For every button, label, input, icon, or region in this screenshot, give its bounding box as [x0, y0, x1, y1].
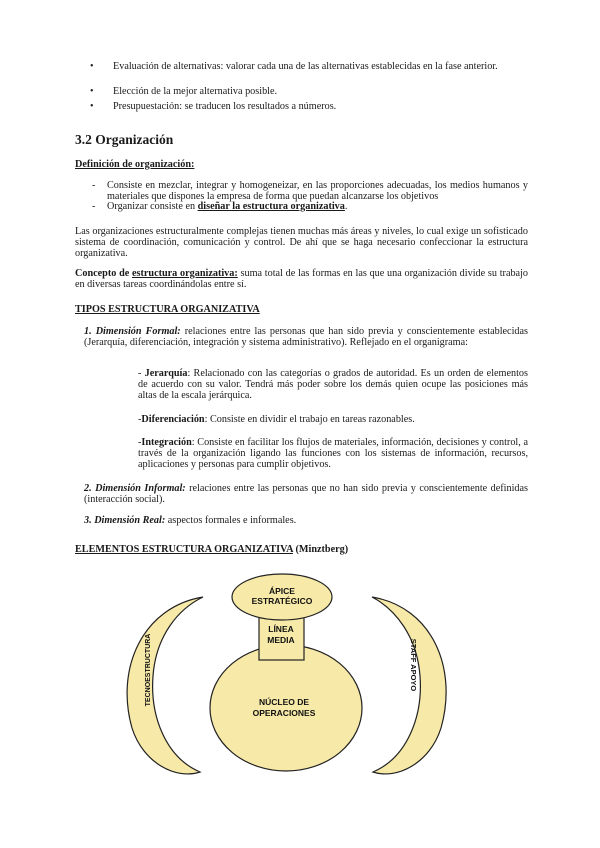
bullet-dot: •	[90, 86, 94, 97]
section-title: 3.2 Organización	[75, 132, 174, 147]
tecnoestructura-label: TECNOESTRUCTURA	[145, 633, 152, 707]
jerarquia-item: - Jerarquía: Relacionado con las categorías o grados de autoridad. Es un orden de elementos de acuerdo con su valor. Tendrá más poder sobre los demás quien ocupe las posiciones más altas de la escala jerárquica.	[138, 368, 528, 401]
mintzberg-diagram	[120, 565, 450, 790]
bullet-dot: •	[90, 61, 94, 72]
linea-label-1: LÍNEA	[268, 624, 294, 634]
apice-label-2: ESTRATÉGICO	[251, 596, 313, 606]
dimension-real: 3. Dimensión Real: aspectos formales e informales.	[84, 515, 297, 526]
dash-marker: -	[92, 201, 96, 212]
bullet-item: Evaluación de alternativas: valorar cada una de las alternativas establecidas en la fase anterior.	[113, 61, 498, 72]
definition-item-1: Consiste en mezclar, integrar y homogeneizar, en las proporciones adecuadas, los medios humanos y materiales que dispones la empresa de forma que puedan alcanzarse los objetivos	[107, 180, 528, 202]
staff-apoyo-label: STAFF APOYO	[409, 638, 418, 692]
tecnoestructura-shape	[127, 597, 203, 774]
diferenciacion-item: -Diferenciación: Consiste en dividir el trabajo en tareas razonables.	[138, 414, 415, 425]
definition-item-2: Organizar consiste en diseñar la estructura organizativa.	[107, 201, 348, 212]
dimension-formal: 1. Dimensión Formal: relaciones entre las personas que han sido previa y conscientemente establecidas (Jerarquía, diferenciación, integración y sistema administrativo). Reflejado en el organigrama:	[84, 326, 528, 348]
nucleo-label-1: NÚCLEO DE	[258, 697, 310, 707]
definition-heading: Definición de organización:	[75, 159, 195, 170]
elementos-heading: ELEMENTOS ESTRUCTURA ORGANIZATIVA (Minztberg)	[75, 544, 349, 555]
dimension-informal: 2. Dimensión Informal: relaciones entre las personas que no han sido previa y conscientemente definidas (interacción social).	[84, 483, 528, 505]
apice-label-1: ÁPICE	[269, 586, 295, 596]
nucleo-label-2: OPERACIONES	[252, 708, 316, 718]
linea-label-2: MEDIA	[267, 635, 295, 645]
bullet-dot: •	[90, 101, 94, 112]
complex-org-paragraph: Las organizaciones estructuralmente complejas tienen muchas más áreas y niveles, lo cual exige un sofisticado sistema de coordinación, comunicación y control. De ahí que se haga necesario confeccionar la estructura organizativa.	[75, 226, 528, 259]
integracion-item: -Integración: Consiste en facilitar los flujos de materiales, información, decisiones y control, a través de la organización ligando las funciones con los sistemas de información, recursos, aplicaciones y personas para cumplir objetivos.	[138, 437, 528, 470]
bullet-item: Presupuestación: se traducen los resultados a números.	[113, 101, 337, 112]
concept-paragraph: Concepto de estructura organizativa: suma total de las formas en las que una organización divide su trabajo en diversas tareas coordinándolas entre sí.	[75, 268, 529, 290]
tipos-heading: TIPOS ESTRUCTURA ORGANIZATIVA	[75, 304, 260, 315]
dash-marker: -	[92, 180, 96, 191]
bullet-item: Elección de la mejor alternativa posible.	[113, 86, 278, 97]
